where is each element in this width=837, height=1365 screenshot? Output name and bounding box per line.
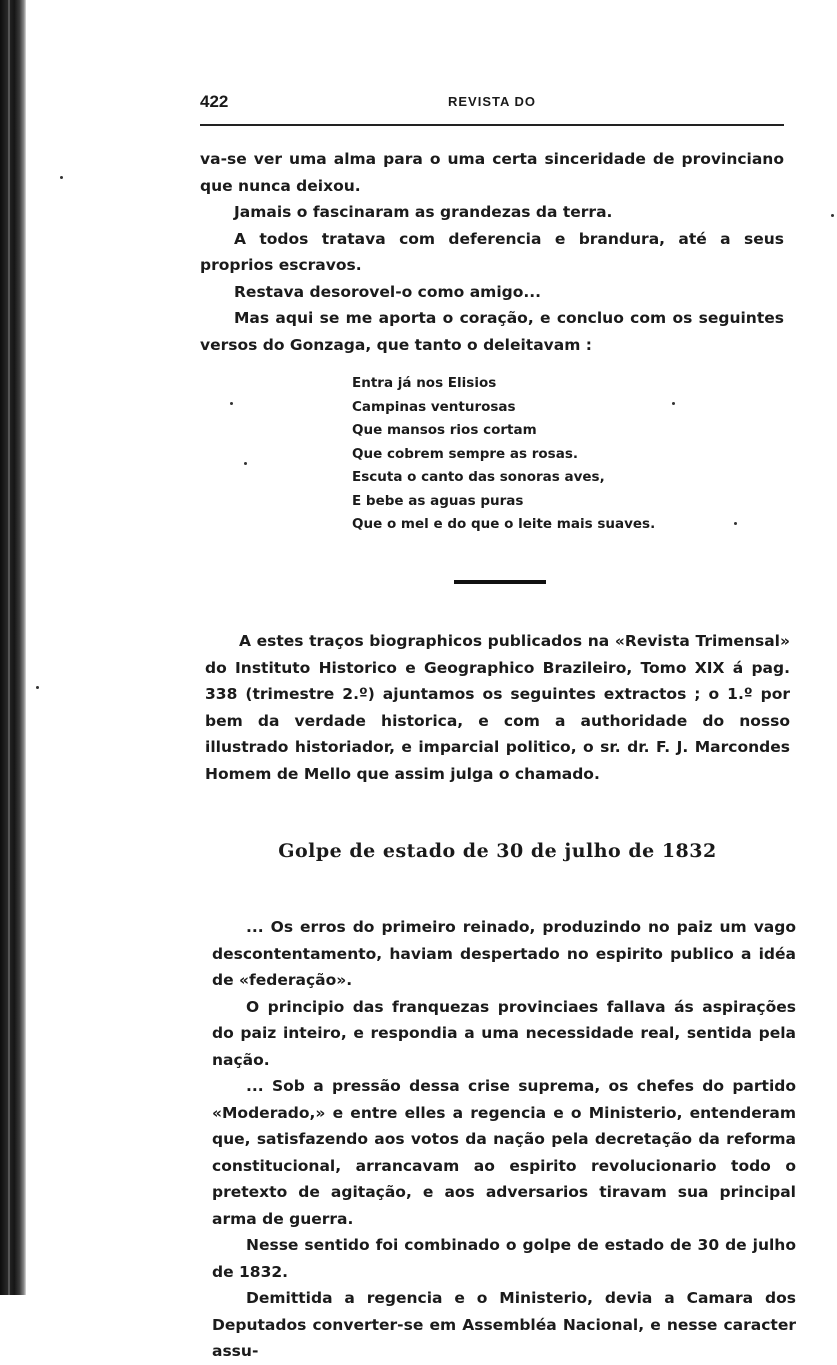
- intro-text: [205, 628, 790, 787]
- poem-line: Entra já nos Elisios: [352, 375, 497, 391]
- poem-line: Que mansos rios cortam: [352, 422, 537, 438]
- paragraph: ... Sob a pressão dessa crise suprema, os chefes do partido «Moderado,» e entre elles a regencia e o Ministerio, entenderam que, satisfazendo aos votos da nação pela decretação da reforma constitucional, arrancavam ao espirito revolucionario todo o pretexto de agitação, e aos adversarios tiravam sua principal arma de guerra.: [212, 1077, 796, 1228]
- section-text: [212, 914, 796, 1365]
- poem-line: Que cobrem sempre as rosas.: [352, 445, 578, 462]
- page-number: 422: [200, 92, 229, 111]
- print-speck: [230, 402, 233, 405]
- print-speck: [831, 214, 834, 217]
- paragraph: Demittida a regencia e o Ministerio, devia a Camara dos Deputados converter-se em Assembléa Nacional, e nesse caracter assu-: [212, 1289, 796, 1360]
- paragraph: A estes traços biographicos publicados na «Revista Trimensal» do Instituto Historico e Geographico Brazileiro, Tomo XIX á pag. 338 (trimestre 2.º) ajuntamos os seguintes extractos ; o 1.º por bem da verdade historica, e com a authoridade do nosso illustrado historiador, e imparcial politico, o sr. dr. F. J. Marcondes Homem de Mello que assim julga o chamado.: [205, 632, 790, 783]
- paragraph: O principio das franquezas provinciaes fallava ás aspirações do paiz inteiro, e respondia a uma necessidade real, sentida pela nação.: [212, 997, 796, 1069]
- print-speck: [734, 522, 737, 525]
- paragraph: A todos tratava com deferencia e brandura, até a seus proprios escravos.: [200, 229, 784, 274]
- book-spine-shadow: [0, 0, 26, 1295]
- poem-line: E bebe as aguas puras: [352, 492, 524, 509]
- print-speck: [60, 176, 63, 179]
- page-header: [200, 92, 784, 116]
- paragraph: va-se ver uma alma para o uma certa sinceridade de provinciano que nunca deixou.: [200, 150, 784, 195]
- poem-verses: [352, 372, 712, 537]
- poem-line: Que o mel e do que o leite mais suaves.: [352, 516, 656, 532]
- poem-line: Escuta o canto das sonoras aves,: [352, 469, 605, 485]
- opening-text: [200, 146, 784, 358]
- running-head: REVISTA DO: [448, 94, 537, 109]
- header-rule: [200, 124, 784, 126]
- poem-line: Campinas venturosas: [352, 398, 516, 415]
- paragraph: Restava desorovel-o como amigo...: [234, 282, 542, 301]
- paragraph: Nesse sentido foi combinado o golpe de estado de 30 de julho de 1832.: [212, 1236, 796, 1281]
- paragraph: ... Os erros do primeiro reinado, produzindo no paiz um vago descontentamento, haviam despertado no espirito publico a idéa de «federação».: [212, 918, 796, 989]
- print-speck: [244, 462, 247, 465]
- section-separator-rule: [454, 580, 546, 584]
- print-speck: [672, 402, 675, 405]
- section-heading: Golpe de estado de 30 de julho de 1832: [278, 840, 717, 862]
- paragraph: Jamais o fascinaram as grandezas da terra.: [234, 203, 613, 221]
- print-speck: [36, 686, 39, 689]
- paragraph: Mas aqui se me aporta o coração, e concluo com os seguintes versos do Gonzaga, que tanto o deleitavam :: [200, 309, 784, 354]
